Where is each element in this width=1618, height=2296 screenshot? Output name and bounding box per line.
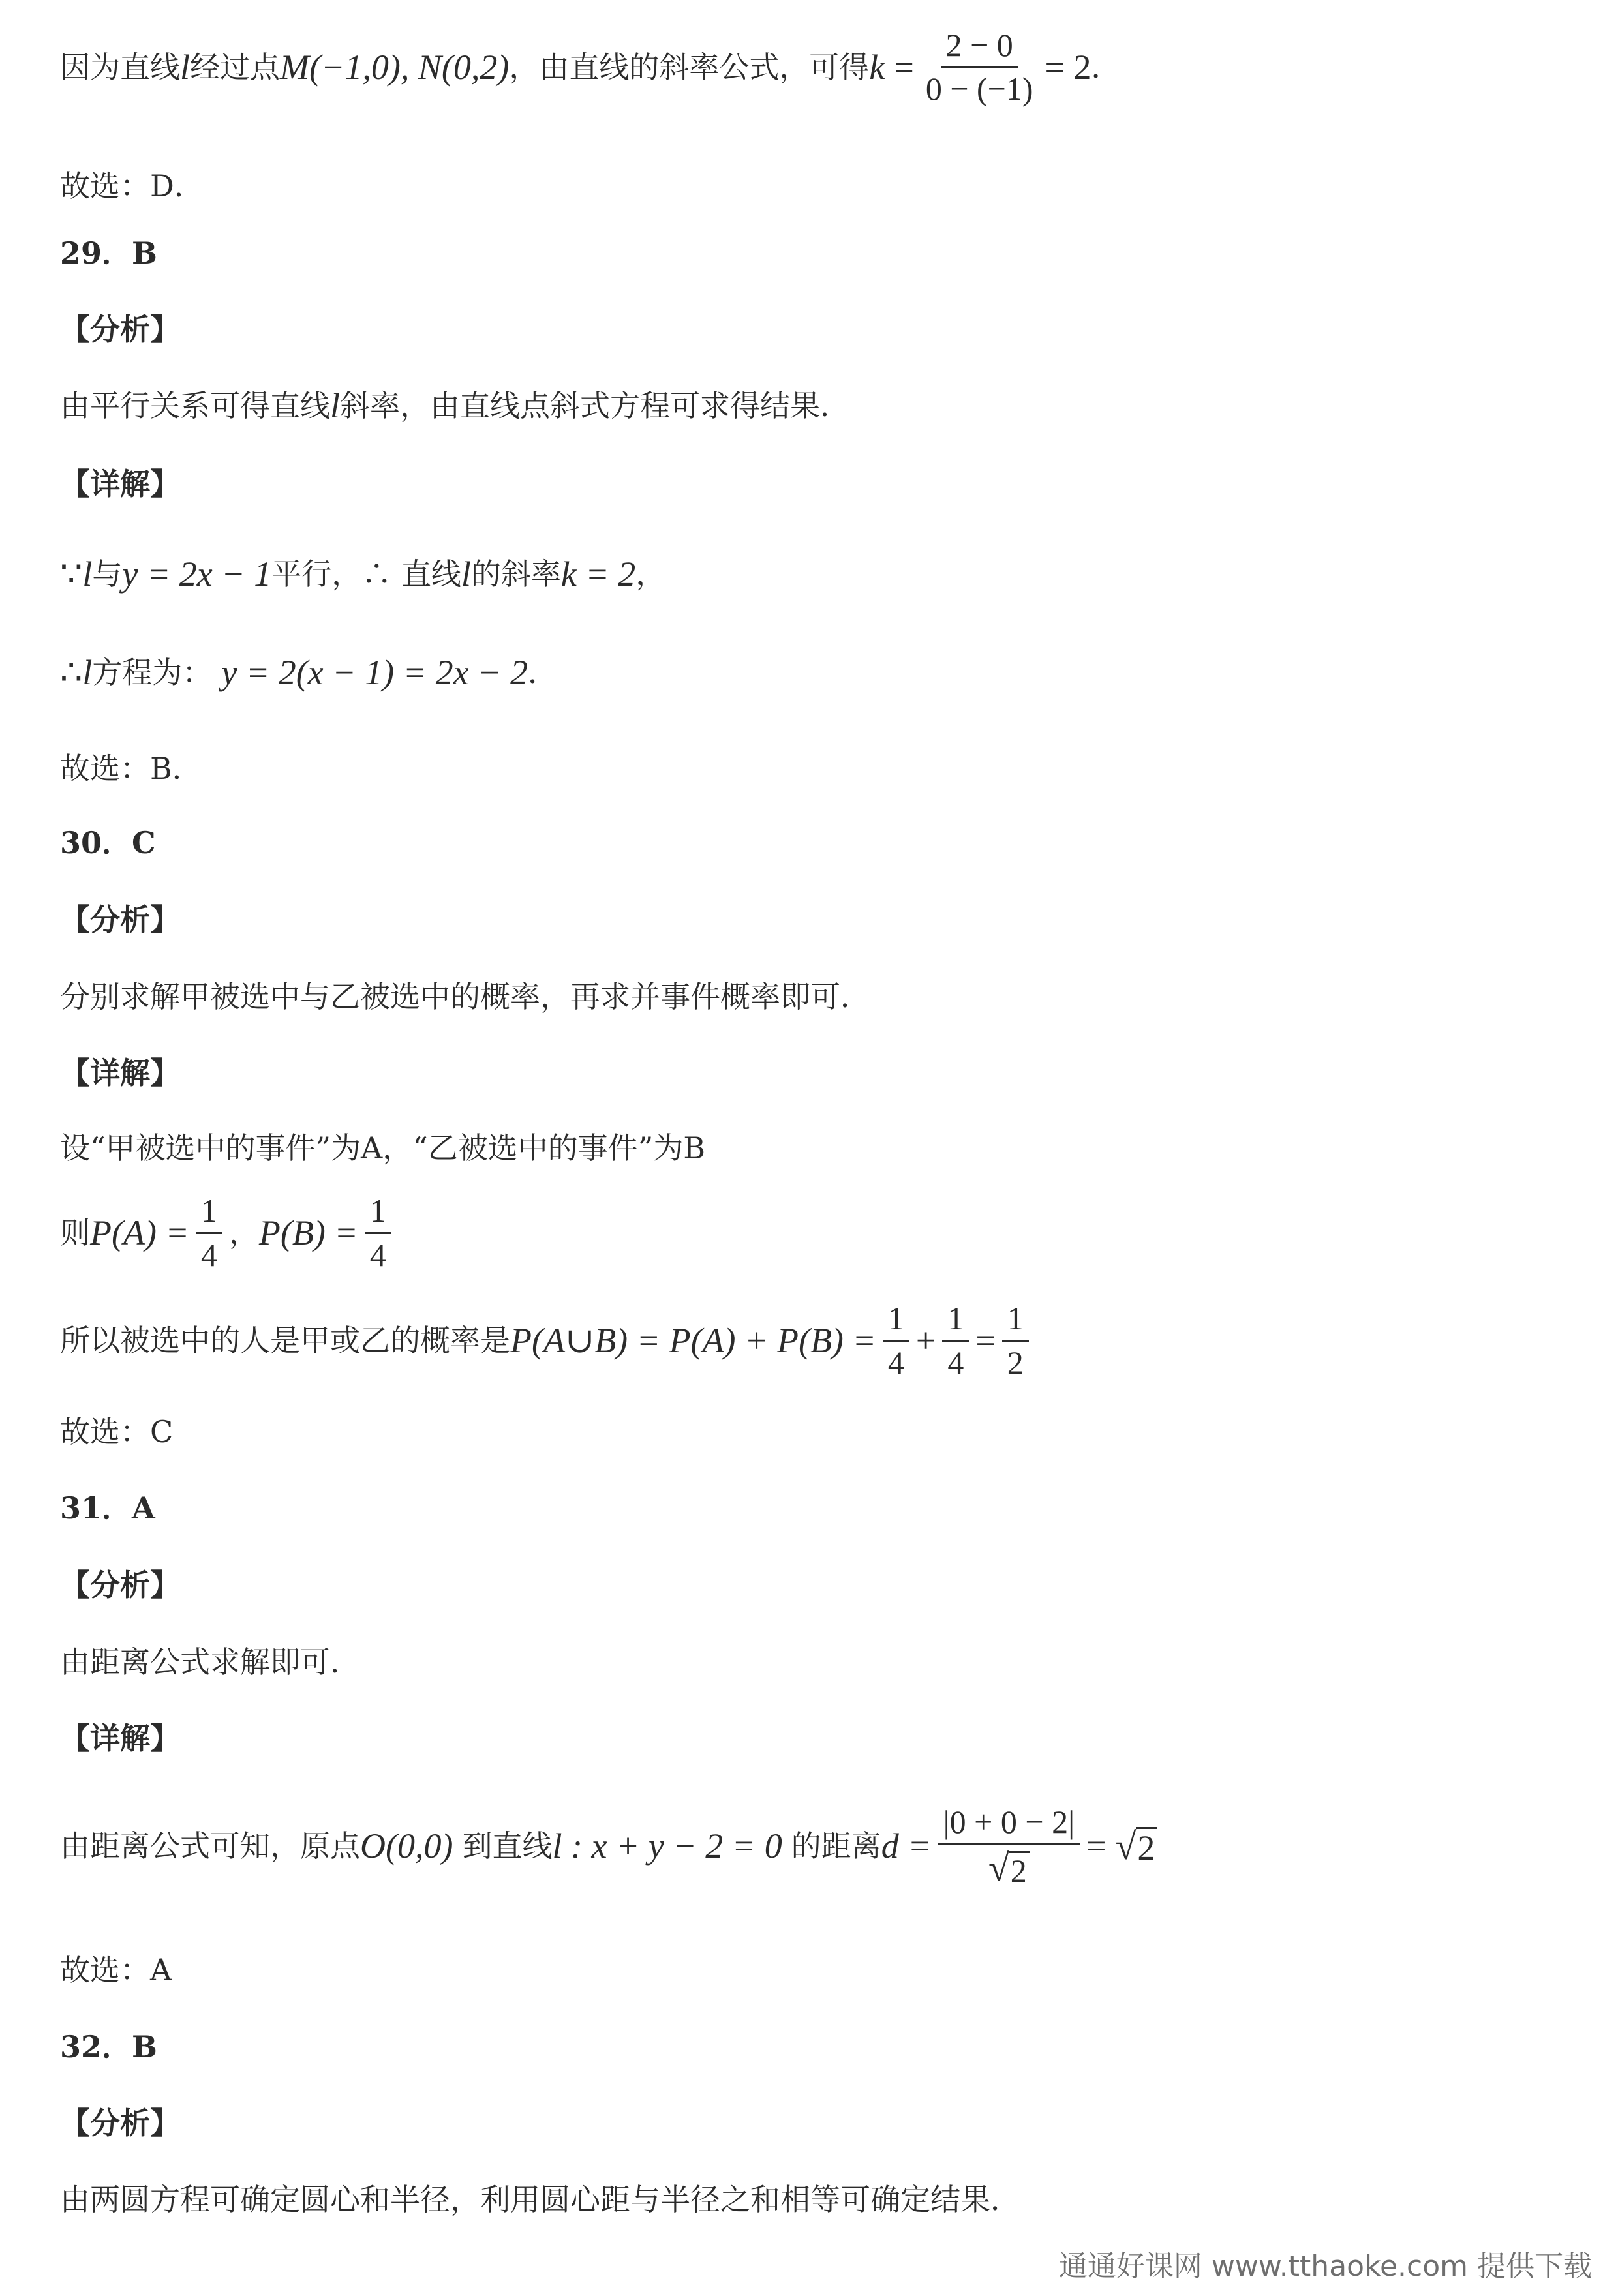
math-var-l: l	[461, 554, 471, 594]
math-plus: +	[915, 1321, 936, 1360]
distance-line	[60, 1794, 1157, 1898]
sqrt-icon: √	[988, 1846, 1009, 1889]
watermark: 通通好课网 www.tthaoke.com 提供下载	[1058, 2250, 1592, 2283]
fraction-denominator: 4	[200, 1236, 217, 1273]
question-number: 31．A	[60, 1490, 155, 1526]
math-equals: =	[894, 47, 914, 87]
section-heading-analysis: 【分析】	[60, 312, 180, 347]
section-heading-detail: 【详解】	[60, 1721, 180, 1756]
section-heading-analysis: 【分析】	[60, 1567, 180, 1603]
math-equation: y = 2x − 1	[122, 554, 272, 594]
section-heading-analysis: 【分析】	[60, 902, 180, 937]
math-var-l: l	[330, 386, 341, 425]
fraction-denominator: 4	[887, 1344, 904, 1381]
section-heading-analysis: 【分析】	[60, 2106, 180, 2141]
fraction-numerator: 2 − 0	[941, 28, 1018, 68]
detail-line: 设“甲被选中的事件”为A，“乙被选中的事件”为B	[60, 1130, 706, 1166]
text: 由平行关系可得直线	[60, 388, 330, 423]
math-origin: O(0,0)	[360, 1826, 453, 1865]
detail-line	[60, 551, 665, 597]
fraction	[942, 1301, 969, 1380]
math-result: = 2	[1045, 47, 1091, 87]
fraction	[883, 1301, 909, 1380]
fraction-denominator	[983, 1845, 1035, 1887]
fraction-denominator: 2	[1007, 1344, 1024, 1381]
slope-solution-line	[60, 20, 1122, 114]
math-equation: y = 2(x − 1) = 2x − 2	[221, 653, 528, 692]
math-equals: =	[975, 1321, 996, 1360]
text: 平行，∴ 直线	[271, 556, 461, 592]
fraction-numerator: 1	[883, 1301, 909, 1342]
fraction-numerator: 1	[942, 1301, 969, 1342]
sqrt-radicand: 2	[1009, 1851, 1030, 1887]
math-var-l: l	[82, 653, 93, 692]
text: 的距离	[791, 1828, 881, 1864]
probability-line	[60, 1292, 1035, 1389]
therefore-symbol: ∴	[60, 653, 83, 692]
analysis-text	[60, 386, 850, 425]
because-symbol: ∵	[60, 554, 83, 594]
math-equals: =	[1086, 1826, 1107, 1865]
text: 所以被选中的人是甲或乙的概率是	[60, 1323, 510, 1358]
text: 方程为：	[92, 655, 213, 690]
probability-line	[60, 1184, 398, 1282]
text: 到直线	[462, 1828, 553, 1864]
math-var-l: l	[180, 47, 191, 87]
sqrt-result	[1115, 1824, 1158, 1867]
text: ．	[1091, 49, 1122, 85]
answer-line: 故选：D．	[60, 168, 204, 204]
fraction-denominator: 0 − (−1)	[925, 70, 1033, 107]
text: ，由直线的斜率公式，可得	[509, 49, 870, 85]
text: ，	[228, 1215, 259, 1250]
fraction-denominator: 4	[369, 1236, 386, 1273]
sqrt-icon: √	[1115, 1824, 1137, 1867]
fraction-numerator: 1	[1002, 1301, 1029, 1342]
math-var-l: l	[82, 554, 93, 594]
math-pa: P(A) =	[90, 1213, 189, 1252]
sqrt-radicand: 2	[1136, 1827, 1157, 1865]
math-var-k: k	[869, 47, 885, 87]
answer-line: 故选：A	[60, 1952, 172, 1987]
answer-line: 故选：B．	[60, 751, 202, 786]
fraction	[365, 1194, 391, 1272]
fraction-denominator: 4	[947, 1344, 964, 1381]
fraction-numerator: 1	[365, 1194, 391, 1234]
math-expression: P(A∪B) = P(A) + P(B) =	[510, 1321, 876, 1360]
math-line-equation: l : x + y − 2 = 0	[552, 1826, 782, 1865]
math-var-d: d =	[881, 1826, 932, 1865]
math-points: M(−1,0), N(0,2)	[280, 47, 510, 87]
analysis-text: 由距离公式求解即可．	[60, 1644, 360, 1680]
section-heading-detail: 【详解】	[60, 1055, 180, 1091]
text: ，	[635, 556, 666, 592]
question-number: 30．C	[60, 825, 156, 860]
slope-fraction	[921, 28, 1039, 106]
text: 则	[60, 1215, 90, 1250]
analysis-text: 由两圆方程可确定圆心和半径，利用圆心距与半径之和相等可确定结果．	[60, 2182, 1020, 2217]
analysis-text: 分别求解甲被选中与乙被选中的概率，再求并事件概率即可．	[60, 979, 870, 1014]
fraction	[196, 1194, 222, 1272]
fraction-numerator: |0 + 0 − 2|	[938, 1805, 1080, 1845]
math-pb: P(B) =	[258, 1213, 358, 1252]
question-number: 32．B	[60, 2029, 157, 2064]
sqrt	[988, 1846, 1030, 1889]
text: 的斜率	[470, 556, 561, 592]
math-equation: k = 2	[560, 554, 636, 594]
answer-line: 故选：C	[60, 1414, 174, 1449]
section-heading-detail: 【详解】	[60, 466, 180, 502]
text: 斜率，由直线点斜式方程可求得结果．	[340, 388, 851, 423]
text: 经过点	[190, 49, 281, 85]
text: 由距离公式可知，原点	[60, 1828, 360, 1864]
question-number: 29．B	[60, 235, 157, 271]
text: 与	[92, 556, 123, 592]
fraction	[1002, 1301, 1029, 1380]
text: 因为直线	[60, 49, 180, 85]
fraction-numerator: 1	[196, 1194, 222, 1234]
distance-fraction	[938, 1805, 1080, 1887]
text: ．	[528, 655, 558, 690]
detail-line	[60, 650, 558, 695]
